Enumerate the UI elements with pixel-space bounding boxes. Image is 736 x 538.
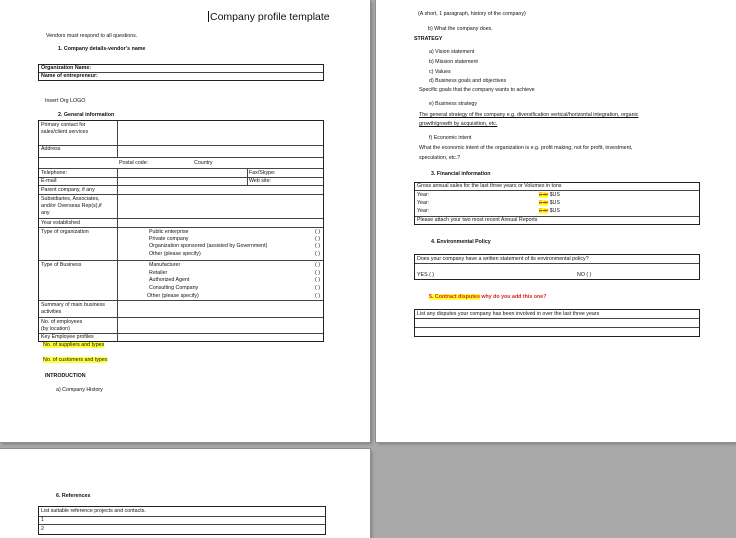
year-label: Year: <box>417 208 430 214</box>
economic-question-2: speculation, etc.? <box>419 155 461 161</box>
fax-label: Fax/Skype: <box>249 170 276 176</box>
reference-row: 2 <box>41 526 44 532</box>
primary-contact-label-2: sales/client services <box>41 129 89 135</box>
org-type-checkbox[interactable]: ( ) <box>315 229 320 235</box>
section-company-details: 1. Company details-vendor’s name <box>58 46 146 52</box>
org-type-option: Public enterprise <box>149 229 189 235</box>
customers-highlight: No. of customers and types <box>43 357 108 363</box>
introduction-heading: INTRODUCTION <box>45 373 86 379</box>
business-type-checkbox[interactable]: ( ) <box>315 277 320 283</box>
disputes-table <box>414 309 700 337</box>
economic-question: What the economic intent of the organization is e.g. profit making, not for profit, investment, <box>419 145 633 151</box>
subsidiaries-label: Subsidiaries, Associates, <box>41 196 100 202</box>
business-type-option: Consulting Company <box>149 285 199 291</box>
org-type-option: Organization sponsored (assisted by Government) <box>149 243 268 249</box>
business-type-option: Authorized Agent <box>149 277 190 283</box>
year-label: Year: <box>417 192 430 198</box>
summary-label-2: activities <box>41 309 62 315</box>
key-profiles-label: Key Employee profiles <box>41 334 94 340</box>
financial-heading: 3. Financial information <box>431 171 491 177</box>
vendor-name-table <box>38 64 324 81</box>
strategy-item: d) Business goals and objectives <box>429 78 507 84</box>
environmental-question: Does your company have a written statement of its environmental policy? <box>417 256 589 262</box>
strategy-item: c) Values <box>429 69 451 75</box>
primary-contact-label: Primary contact for <box>41 122 86 128</box>
subsidiaries-label-3: any <box>41 210 50 216</box>
annual-reports-note: Please attach your two most recent Annual Reports <box>417 217 538 223</box>
reference-row: 1 <box>41 517 44 523</box>
country-label: Country <box>194 160 213 166</box>
insert-logo-label: Insert Org LOGO <box>45 98 86 104</box>
references-table <box>38 506 326 535</box>
financial-table <box>414 182 700 225</box>
yes-option[interactable]: YES ( ) <box>417 272 435 278</box>
business-type-option: Retailer <box>149 270 168 276</box>
summary-label: Summary of main business <box>41 302 105 308</box>
employees-label: No. of employees <box>41 319 83 325</box>
general-strategy-text: The general strategy of the company e.g. diversification vertical/horizontal integration, organic <box>419 112 639 118</box>
org-type-option: Other (please specify) <box>149 251 201 257</box>
environmental-table <box>414 254 700 280</box>
telephone-label: Telephone: <box>41 170 67 176</box>
business-type-option: Other (please specify) <box>147 293 199 299</box>
document-page-3 <box>0 449 370 538</box>
economic-intent-item: f) Economic intent <box>429 135 472 141</box>
business-type-checkbox[interactable]: ( ) <box>315 285 320 291</box>
general-strategy-text-2: growth/growth by acquisition, etc. <box>419 121 498 127</box>
currency-field: £ or $US <box>539 200 560 206</box>
strategy-item: b) Mission statement <box>429 59 478 65</box>
business-type-checkbox[interactable]: ( ) <box>315 262 320 268</box>
general-information-table <box>38 120 324 342</box>
what-company-does: b) What the company does. <box>428 26 493 32</box>
strategy-item: a) Vision statement <box>429 49 475 55</box>
year-established-label: Year established <box>41 220 80 226</box>
postal-code-label: Postal code: <box>119 160 149 166</box>
org-type-checkbox[interactable]: ( ) <box>315 251 320 257</box>
currency-field: £ or $US <box>539 192 560 198</box>
address-label: Address <box>41 146 61 152</box>
year-label: Year: <box>417 200 430 206</box>
document-title: Company profile template <box>210 11 330 23</box>
short-history-note: (A short, 1 paragraph, history of the company) <box>418 11 526 17</box>
employees-label-2: (by location) <box>41 326 70 332</box>
business-strategy-item: e) Business strategy <box>429 101 477 107</box>
email-label: E-mail: <box>41 178 58 184</box>
specific-goals: Specific goals that the company wants to achieve <box>419 87 535 93</box>
document-page-2 <box>376 0 736 442</box>
type-of-organization-label: Type of organization <box>41 229 89 235</box>
document-page-1 <box>0 0 370 442</box>
strategy-heading: STRATEGY <box>414 36 443 42</box>
section-general-information: 2. General information <box>58 112 115 118</box>
business-type-option: Manufacturer <box>149 262 181 268</box>
currency-field: £ or $US <box>539 208 560 214</box>
org-type-option: Private company <box>149 236 189 242</box>
contract-disputes-heading: 5. Contract disputes why do you add this one? <box>429 294 547 300</box>
gross-sales-label: Gross annual sales for the last three years or Volumes in tons <box>417 183 562 189</box>
no-option[interactable]: NO ( ) <box>577 272 592 278</box>
business-type-checkbox[interactable]: ( ) <box>315 293 320 299</box>
company-history-item: a) Company History <box>56 387 103 393</box>
type-of-business-label: Type of Business <box>41 262 82 268</box>
disputes-list-label: List any disputes your company has been involved in over the last three years <box>417 311 600 317</box>
org-name-label: Organization Name: <box>41 65 92 71</box>
entrepreneur-label: Name of entrepreneur: <box>41 73 98 79</box>
org-type-checkbox[interactable]: ( ) <box>315 236 320 242</box>
references-heading: 6. References <box>56 493 91 499</box>
suppliers-highlight: No. of suppliers and types <box>43 342 105 348</box>
parent-company-label: Parent company, if any <box>41 187 95 193</box>
business-type-checkbox[interactable]: ( ) <box>315 270 320 276</box>
text-cursor <box>208 11 209 22</box>
vendors-note: Vendors must respond to all questions. <box>46 33 138 39</box>
environmental-heading: 4. Environmental Policy <box>431 239 491 245</box>
subsidiaries-label-2: and/or Overseas Rep(s),if <box>41 203 102 209</box>
org-type-checkbox[interactable]: ( ) <box>315 243 320 249</box>
website-label: Web site: <box>249 178 271 184</box>
references-list-label: List suitable reference projects and contacts. <box>41 508 146 514</box>
